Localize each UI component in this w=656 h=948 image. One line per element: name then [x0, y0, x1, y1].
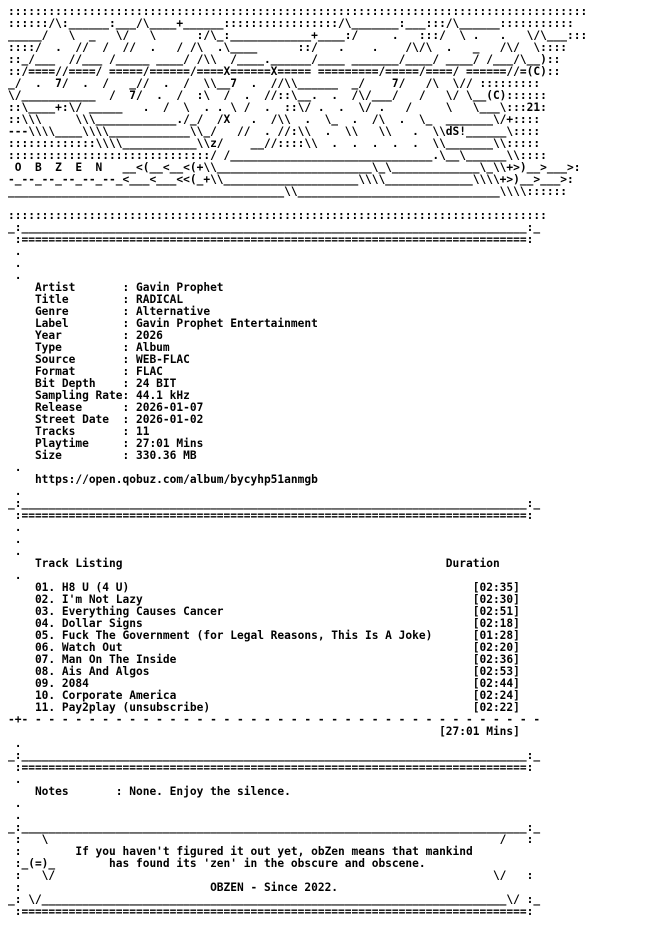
info-row-title: Title : RADICAL [8, 293, 541, 306]
divider-line: _:___________________________________________________________________________:_ [8, 749, 541, 762]
track-row: 02. I'm Not Lazy [02:30] [8, 593, 541, 606]
notes-row: Notes : None. Enjoy the silence. [8, 785, 541, 798]
header-art-line: _/ . 7/ . / _// . / \\__7 . //\\______ _/ 7/ /\ \// ::::::::: [8, 77, 541, 90]
header-art-line: -_--_--_--_--_--_<___<___<<(_+\\____________________\\\\_____________\\\\+>)__>___>: [8, 173, 574, 186]
track-row: 11. Pay2play (unsubscribe) [02:22] [8, 701, 541, 714]
border-dot: . [8, 245, 22, 258]
footer-frame: : \/ \/ : [8, 869, 541, 882]
border-dot: . [8, 521, 22, 534]
track-row: 03. Everything Causes Cancer [02:51] [8, 605, 541, 618]
border-dot: . [8, 461, 22, 474]
header-art-line: _____/ \ _ \/ \ :/\_:____________+____:/ . :::/ \ . . \/\___::: [8, 29, 588, 42]
border-dot: . [8, 485, 22, 498]
header-art-line: ::/====//====/ =====/======/====X======X===== =========/=====/====/ ======//=(C):: [8, 65, 561, 78]
header-art-line: ::\\\ \\\____________./_/ /X . /\\ . \_ . /\ . \_ _______\/+:::: [8, 113, 541, 126]
track-row: 05. Fuck The Government (for Legal Reasons, This Is A Joke) [01:28] [8, 629, 541, 642]
header-art-line: ---\\\\____\\\\____________\\_/ // . //:\\ . \\ \\ . \\dS!______\:::: [8, 125, 541, 138]
track-row: 04. Dollar Signs [02:18] [8, 617, 541, 630]
footer-text-2: :_(=)_ has found its 'zen' in the obscure and obscene. [8, 857, 426, 870]
info-row-playtime: Playtime : 27:01 Mins [8, 437, 541, 450]
border-dot: . [8, 797, 22, 810]
border-dot: . [8, 533, 22, 546]
header-art-line: ::_/___ //___ /_____ ____/ /\\ /____.______/____ _______/____/ ____/ /___/\__):: [8, 53, 561, 66]
border-dot: . [8, 257, 22, 270]
divider-line: :===========================================================================: [8, 509, 541, 522]
header-art-line: :::::::::::::::::::::::::::::::::::::::::::::::::::::::::::::::::::::::::::::::::::::: [8, 5, 588, 18]
footer-frame: _: \/_____________________________________________________________________\/ :_ [8, 893, 541, 906]
footer-text-1: : If you haven't figured it out yet, obZen means that mankind [8, 845, 473, 858]
header-art-line: :::::::::::::\\\\___________\\z/ __//::::\\ . . . . . \\_______\\::::: [8, 137, 541, 150]
divider-line: _:___________________________________________________________________________:_ [8, 497, 541, 510]
header-art-line: :::::::::::::::::::::::::::::::::::::::::::::::::::::::::::::::::::::::::::::::: [8, 209, 547, 222]
track-row: 06. Watch Out [02:20] [8, 641, 541, 654]
info-row-label: Label : Gavin Prophet Entertainment [8, 317, 541, 330]
header-art-line: \/___________ / 7/ . / :\ / . //::\__. . /\/___/ / \/ \__(C):::::: [8, 89, 547, 102]
info-row-artist: Artist : Gavin Prophet [8, 281, 541, 294]
border-dot: . [8, 269, 22, 282]
track-divider: -+- - - - - - - - - - - - - - - - - - - - - - - - - - - - - - - - - - - - - - - [8, 713, 541, 726]
album-url: https://open.qobuz.com/album/bycyhp51anmgb [8, 473, 541, 486]
track-row: 09. 2084 [02:44] [8, 677, 541, 690]
info-row-source: Source : WEB-FLAC [8, 353, 541, 366]
border-dot: . [8, 773, 22, 786]
border-dot: . [8, 545, 22, 558]
info-row-release: Release : 2026-01-07 [8, 401, 541, 414]
info-row-tracks: Tracks : 11 [8, 425, 541, 438]
track-row: 01. H8 U (4 U) [02:35] [8, 581, 541, 594]
border-dot: . [8, 737, 22, 750]
info-row-genre: Genre : Alternative [8, 305, 541, 318]
header-art-line: _________________________________________\\______________________________\\\\:::::: [8, 185, 568, 198]
track-row: 07. Man On The Inside [02:36] [8, 653, 541, 666]
border-dot: . [8, 569, 22, 582]
track-row: 10. Corporate America [02:24] [8, 689, 541, 702]
footer-frame: :===========================================================================: [8, 905, 541, 918]
header-art-line: O B Z E N __<(__<__<(+\\_______________________\_\_____________\_\\+>)__>___>: [8, 161, 581, 174]
header-art-line: ::::::/\:______:___/\____+______:::::::::::::::::/\_______:___:::/\______::::::::::: [8, 17, 574, 30]
info-row-bit-depth: Bit Depth : 24 BIT [8, 377, 541, 390]
info-row-format: Format : FLAC [8, 365, 541, 378]
track-row: 08. Ais And Algos [02:53] [8, 665, 541, 678]
divider-line: :===========================================================================: [8, 761, 541, 774]
divider-line: :===========================================================================: [8, 233, 541, 246]
total-playtime: [27:01 Mins] [8, 725, 541, 738]
footer-frame: _:___________________________________________________________________________:_ [8, 821, 541, 834]
info-row-street-date: Street Date : 2026-01-02 [8, 413, 541, 426]
footer-signature: : OBZEN - Since 2022. [8, 881, 339, 894]
info-row-type: Type : Album [8, 341, 541, 354]
border-dot: . [8, 809, 22, 822]
track-listing-heading: Track Listing Duration [8, 557, 541, 570]
divider-line: _:___________________________________________________________________________:_ [8, 221, 541, 234]
footer-frame: : \ / : [8, 833, 541, 846]
info-row-sampling-rate: Sampling Rate: 44.1 kHz [8, 389, 541, 402]
info-row-size: Size : 330.36 MB [8, 449, 541, 462]
header-art-line: ::::::::::::::::::::::::::::::/ /______________________________.\__\______\\:::: [8, 149, 547, 162]
info-row-year: Year : 2026 [8, 329, 541, 342]
header-art-line: ::::/ . // / // . / /\ .\____ ::/ . . /\/\ . _ /\/ \:::: [8, 41, 568, 54]
header-art-line: ::\____+:\/ _____ . / \ . . \ / . ::\/ . . \/ . / \ \___\:::21: [8, 101, 547, 114]
